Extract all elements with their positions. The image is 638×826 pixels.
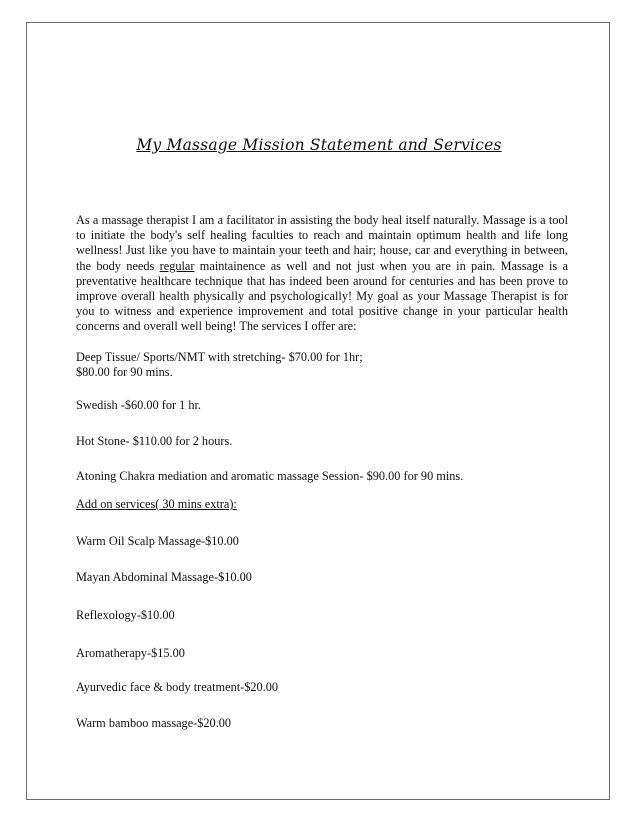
intro-text-end: maintainence as well and not just when you are in pain. Massage is a preventative healthcare technique that has indeed been around for centuries and has been prove to improve overall health physically and psychologically! My goal as your Massage Therapist is for you to witness and experience improvement and total positive change in your particular health concerns and overall well being! The services I offer are: xyxy=(76,258,569,334)
intro-underlined-word: regular xyxy=(159,258,195,273)
addon-item: Aromatherapy-$15.00 xyxy=(76,646,185,660)
addon-item: Ayurvedic face & body treatment-$20.00 xyxy=(76,680,279,694)
document-title: My Massage Mission Statement and Services xyxy=(136,136,502,154)
addon-item: Reflexology-$10.00 xyxy=(76,608,175,622)
addon-item: Warm Oil Scalp Massage-$10.00 xyxy=(76,534,239,548)
service-swedish: Swedish -$60.00 for 1 hr. xyxy=(76,398,202,412)
service-deep-tissue-line1: Deep Tissue/ Sports/NMT with stretching- $70.00 for 1hr; xyxy=(76,350,363,364)
service-chakra: Atoning Chakra mediation and aromatic massage Session- $90.00 for 90 mins. xyxy=(76,469,464,483)
service-hot-stone: Hot Stone- $110.00 for 2 hours. xyxy=(76,434,233,448)
addon-item: Warm bamboo massage-$20.00 xyxy=(76,716,232,730)
addon-heading: Add on services( 30 mins extra): xyxy=(76,497,237,511)
addon-item: Mayan Abdominal Massage-$10.00 xyxy=(76,570,252,584)
intro-paragraph xyxy=(76,213,568,335)
service-deep-tissue-line2: $80.00 for 90 mins. xyxy=(76,365,173,379)
intro-text-start: As a massage therapist I am a facilitator in assisting the body heal itself naturally. Massage is a tool to initiate the body's self healing faculties to reach and maintain optimum health and life long wellness! Just like you have to maintain your teeth and hair; house, car and everything in between, the body needs xyxy=(76,213,568,273)
